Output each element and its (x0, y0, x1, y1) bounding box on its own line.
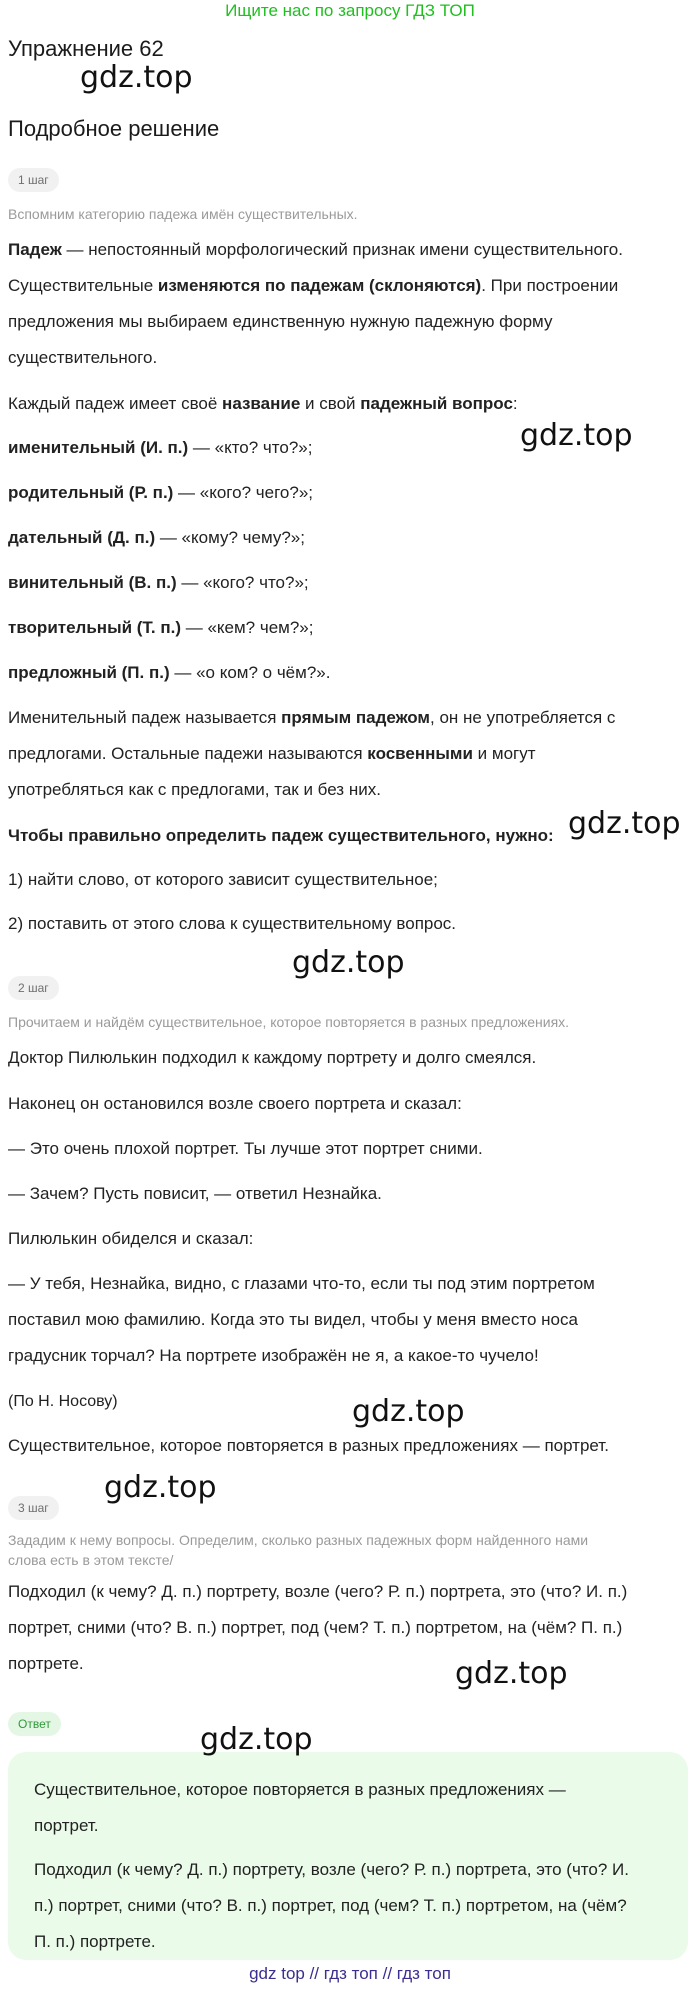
text: , он не употребляется с (430, 708, 616, 727)
case-item (8, 610, 688, 646)
case-question: — «кем? чем?»; (181, 618, 314, 637)
case-question: — «кого? что?»; (176, 573, 309, 592)
case-item (8, 475, 688, 511)
case-question: — «кто? что?»; (188, 438, 313, 457)
bold-term: падежный вопрос (360, 394, 513, 413)
case-item (8, 430, 688, 466)
text-line: портрет, сними (что? В. п.) портрет, под (чем? Т. п.) портретом, на (чём? П. п.) (8, 1618, 623, 1637)
case-name: дательный (Д. п.) (8, 528, 156, 547)
search-banner: Ищите нас по запросу ГДЗ ТОП (225, 1, 475, 20)
paragraph (8, 818, 568, 854)
paragraph (8, 736, 688, 772)
watermark: gdz.top (352, 1394, 465, 1429)
text-line: Пилюлькин обиделся и сказал: (8, 1229, 254, 1248)
text: . При построении (481, 276, 619, 295)
answer-line: п.) портрет, сними (что? В. п.) портрет, под (чем? Т. п.) портретом, на (чём? (34, 1896, 627, 1915)
paragraph (8, 232, 688, 268)
bold-term: Чтобы правильно определить падеж существительного, нужно: (8, 826, 554, 845)
case-name: именительный (И. п.) (8, 438, 189, 457)
source-note: (По Н. Носову) (8, 1393, 118, 1410)
answer-badge: Ответ (8, 1712, 61, 1736)
watermark: gdz.top (104, 1470, 217, 1505)
bold-term: изменяются по падежам (склоняются) (157, 276, 482, 295)
text: Именительный падеж называется (8, 708, 282, 727)
watermark: gdz.top (292, 945, 405, 980)
answer-line: Существительное, которое повторяется в разных предложениях — (34, 1780, 566, 1799)
answer-line: портрет. (34, 1816, 99, 1835)
rule-item: 1) найти слово, от которого зависит существительное; (8, 870, 438, 889)
bold-term: название (222, 394, 301, 413)
text-line: — Это очень плохой портрет. Ты лучше этот портрет сними. (8, 1139, 483, 1158)
case-name: предложный (П. п.) (8, 663, 170, 682)
paragraph: употребляться как с предлогами, так и без них. (8, 780, 381, 799)
text: Каждый падеж имеет своё (8, 394, 223, 413)
watermark: gdz.top (568, 806, 681, 841)
text-line: Существительное, которое повторяется в разных предложениях — портрет. (8, 1436, 609, 1455)
text-line: Доктор Пилюлькин подходил к каждому портрету и долго смеялся. (8, 1048, 537, 1067)
case-item (8, 655, 688, 691)
rule-item: 2) поставить от этого слова к существительному вопрос. (8, 914, 457, 933)
text-line: поставил мою фамилию. Когда это ты видел, чтобы у меня вместо носа (8, 1310, 578, 1329)
watermark: gdz.top (80, 60, 193, 95)
bold-term: косвенными (367, 744, 473, 763)
text-line: градусник торчал? На портрете изображён не я, а какое-то чучело! (8, 1346, 539, 1365)
text-line: — У тебя, Незнайка, видно, с глазами что-то, если ты под этим портретом (8, 1274, 595, 1293)
paragraph: существительного. (8, 348, 158, 367)
case-item (8, 565, 688, 601)
text-line: Наконец он остановился возле своего портрета и сказал: (8, 1094, 462, 1113)
text: и могут (472, 744, 536, 763)
step-3-badge: 3 шаг (8, 1496, 59, 1520)
text: предлогами. Остальные падежи называются (8, 744, 368, 763)
watermark: gdz.top (455, 1656, 568, 1691)
answer-line: Подходил (к чему? Д. п.) портрету, возле (чего? Р. п.) портрета, это (что? И. (34, 1860, 629, 1879)
step-1-intro: Вспомним категорию падежа имён существительных. (8, 206, 358, 222)
text: и свой (300, 394, 361, 413)
paragraph (8, 700, 688, 736)
section-title: Подробное решение (8, 116, 220, 141)
case-name: винительный (В. п.) (8, 573, 177, 592)
text: Существительные (8, 276, 158, 295)
step-1-badge: 1 шаг (8, 168, 59, 192)
text-line: — Зачем? Пусть повисит, — ответил Незнайка. (8, 1184, 382, 1203)
paragraph (8, 268, 688, 304)
paragraph (8, 386, 688, 422)
case-name: творительный (Т. п.) (8, 618, 181, 637)
paragraph: предложения мы выбираем единственную нужную падежную форму (8, 312, 553, 331)
bold-term: прямым падежом (281, 708, 431, 727)
case-name: родительный (Р. п.) (8, 483, 174, 502)
text-line: Подходил (к чему? Д. п.) портрету, возле (чего? Р. п.) портрета, это (что? И. п.) (8, 1582, 628, 1601)
answer-line: П. п.) портрете. (34, 1932, 156, 1951)
text: : (512, 394, 518, 413)
bold-term: Падеж (8, 240, 62, 259)
step-2-badge: 2 шаг (8, 976, 59, 1000)
watermark: gdz.top (200, 1722, 313, 1757)
step-3-intro: Зададим к нему вопросы. Определим, сколько разных падежных форм найденного нами (8, 1532, 589, 1548)
case-question: — «кого? чего?»; (173, 483, 313, 502)
text-line: портрете. (8, 1654, 84, 1673)
watermark: gdz.top (520, 418, 633, 453)
case-question: — «кому? чему?»; (155, 528, 305, 547)
case-question: — «о ком? о чём?». (169, 663, 331, 682)
text: — непостоянный морфологический признак имени существительного. (61, 240, 623, 259)
page-title: Упражнение 62 (8, 36, 164, 61)
step-2-intro: Прочитаем и найдём существительное, которое повторяется в разных предложениях. (8, 1014, 570, 1030)
footer-links[interactable]: gdz top // гдз топ // гдз топ (249, 1964, 451, 1983)
case-item (8, 520, 688, 556)
step-3-intro: слова есть в этом тексте/ (8, 1552, 174, 1568)
